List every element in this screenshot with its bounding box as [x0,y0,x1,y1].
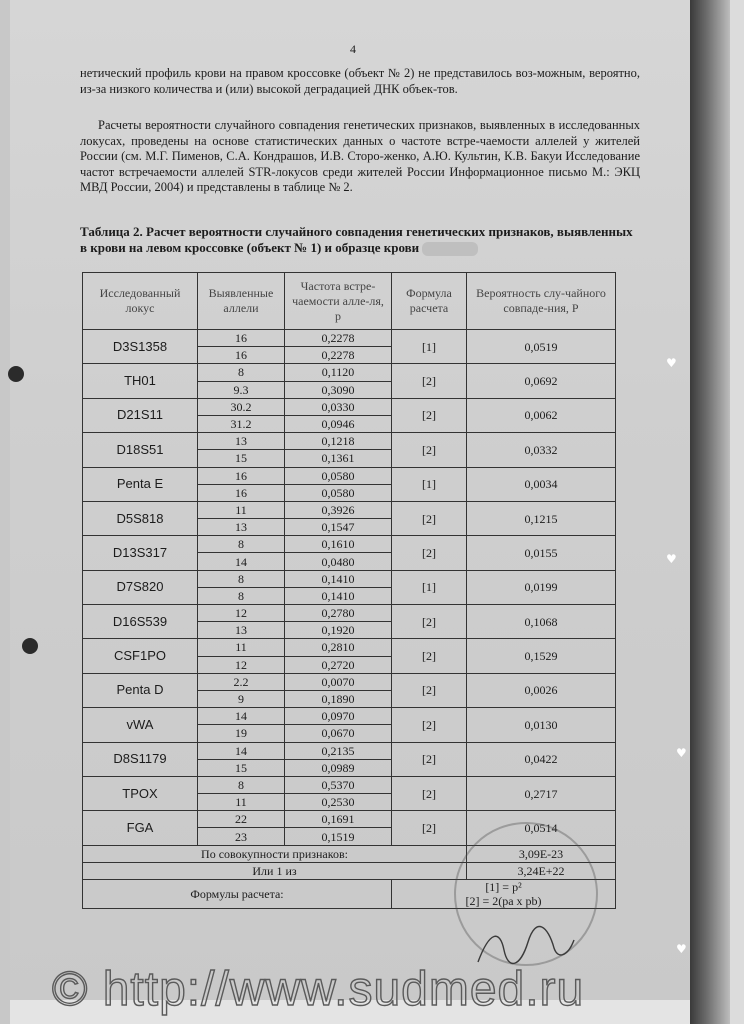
formula-cell: [2] [392,433,467,467]
table-row [83,639,616,656]
locus-cell: D21S11 [83,398,198,432]
locus-cell: TPOX [83,776,198,810]
allele-cell: 22 [198,811,285,828]
allele-cell: 12 [198,605,285,622]
table-row [83,708,616,725]
frequency-cell: 0,1890 [285,690,392,707]
allele-cell: 15 [198,450,285,467]
locus-cell: D3S1358 [83,330,198,364]
table-row [83,398,616,415]
summary-formulas-row [83,880,616,909]
scan-speck: ♥ [676,942,687,956]
allele-cell: 11 [198,639,285,656]
watermark: © http://www.sudmed.ru [52,963,585,1016]
locus-cell: D7S820 [83,570,198,604]
allele-cell: 23 [198,828,285,845]
header-formula: Формула расчета [392,273,467,330]
formula-cell: [2] [392,639,467,673]
locus-cell: Penta E [83,467,198,501]
formula-cell: [1] [392,570,467,604]
locus-cell: FGA [83,811,198,845]
frequency-cell: 0,0580 [285,467,392,484]
frequency-cell: 0,1410 [285,587,392,604]
frequency-cell: 0,1920 [285,622,392,639]
probability-cell: 0,1529 [467,639,616,673]
frequency-cell: 0,3926 [285,501,392,518]
summary-one-in-row [83,862,616,879]
scan-speck: ♥ [666,552,677,566]
allele-cell: 31.2 [198,415,285,432]
formula-cell: [2] [392,776,467,810]
allele-cell: 8 [198,587,285,604]
redaction-mark [422,242,478,256]
probability-cell: 0,0519 [467,330,616,364]
formula-cell: [2] [392,501,467,535]
frequency-cell: 0,2780 [285,605,392,622]
frequency-cell: 0,1361 [285,450,392,467]
allele-cell: 9.3 [198,381,285,398]
locus-cell: D8S1179 [83,742,198,776]
frequency-cell: 0,1610 [285,536,392,553]
allele-cell: 19 [198,725,285,742]
formula-cell: [2] [392,364,467,398]
allele-cell: 8 [198,536,285,553]
table-caption: Таблица 2. Расчет вероятности случайного совпадения генетических признаков, выявленных в крови на левом кроссовке (объект № 1) и образце крови [80,224,633,255]
table-row [83,605,616,622]
one-in-label: Или 1 из [83,862,467,879]
locus-cell: TH01 [83,364,198,398]
probability-cell: 0,0062 [467,398,616,432]
one-in-value: 3,24E+22 [467,862,616,879]
probability-cell: 0,0422 [467,742,616,776]
scan-left-margin [0,0,10,1024]
frequency-cell: 0,0670 [285,725,392,742]
probability-cell: 0,0026 [467,673,616,707]
frequency-cell: 0,1218 [285,433,392,450]
allele-cell: 2.2 [198,673,285,690]
punch-hole-bottom [22,638,38,654]
frequency-cell: 0,2135 [285,742,392,759]
locus-cell: D13S317 [83,536,198,570]
header-probability: Вероятность слу-чайного совпаде-ния, P [467,273,616,330]
table-row [83,776,616,793]
frequency-cell: 0,0946 [285,415,392,432]
allele-cell: 16 [198,484,285,501]
allele-cell: 8 [198,570,285,587]
table-row [83,811,616,828]
frequency-cell: 0,2720 [285,656,392,673]
probability-cell: 0,0514 [467,811,616,845]
locus-cell: vWA [83,708,198,742]
probability-cell: 0,0155 [467,536,616,570]
probability-cell: 0,1215 [467,501,616,535]
table-header-row [83,273,616,330]
summary-combined-row [83,845,616,862]
allele-cell: 14 [198,708,285,725]
locus-cell: Penta D [83,673,198,707]
formula-cell: [1] [392,467,467,501]
allele-cell: 11 [198,794,285,811]
allele-cell: 30.2 [198,398,285,415]
allele-cell: 13 [198,433,285,450]
scan-right-shadow [690,0,730,1024]
table-row [83,742,616,759]
frequency-cell: 0,1691 [285,811,392,828]
frequency-cell: 0,2530 [285,794,392,811]
formula-cell: [2] [392,708,467,742]
punch-hole-top [8,366,24,382]
frequency-cell: 0,1547 [285,519,392,536]
formula-cell: [2] [392,811,467,845]
combined-value: 3,09E-23 [467,845,616,862]
frequency-cell: 0,1410 [285,570,392,587]
frequency-cell: 0,0989 [285,759,392,776]
allele-cell: 13 [198,622,285,639]
formulas-cell [392,880,616,909]
frequency-cell: 0,5370 [285,776,392,793]
formula-cell: [2] [392,398,467,432]
allele-cell: 8 [198,364,285,381]
formula-cell: [2] [392,605,467,639]
probability-cell: 0,0034 [467,467,616,501]
locus-cell: CSF1PO [83,639,198,673]
formula-2: [2] = 2(pa x pb) [465,894,542,908]
header-frequency: Частота встре-чаемости алле-ля, p [285,273,392,330]
paragraph-methods: Расчеты вероятности случайного совпадения генетических признаков, выявленных в исследованных локусах, проведены на основе статистических данных о частоте встре-чаемости аллелей у жителей России (см. М.Г. Пименов, С.А. Кондрашов, И.В. Сторо-женко, А.Ю. Культин, К.В. Бакуи Исследование частот встречаемости аллелей STR-локусов среди жителей России Информационное письмо М.: ЭКЦ МВД России, 2004) и представлены в таблице № 2. [80,118,640,195]
allele-cell: 15 [198,759,285,776]
allele-cell: 16 [198,330,285,347]
table-row [83,433,616,450]
frequency-cell: 0,1519 [285,828,392,845]
formula-cell: [2] [392,536,467,570]
locus-cell: D16S539 [83,605,198,639]
formula-cell: [2] [392,673,467,707]
frequency-cell: 0,0970 [285,708,392,725]
allele-cell: 16 [198,347,285,364]
formula-cell: [2] [392,742,467,776]
probability-table [82,272,616,909]
probability-cell: 0,0130 [467,708,616,742]
probability-cell: 0,0692 [467,364,616,398]
frequency-cell: 0,2810 [285,639,392,656]
frequency-cell: 0,1120 [285,364,392,381]
formulas-label: Формулы расчета: [83,880,392,909]
allele-cell: 8 [198,776,285,793]
paragraph-intro: нетический профиль крови на правом кроссовке (объект № 2) не представилось воз-можным, вероятно, из-за низкого количества и (или) высокой деградацией ДНК объек-тов. [80,66,640,96]
frequency-cell: 0,2278 [285,347,392,364]
frequency-cell: 0,3090 [285,381,392,398]
frequency-cell: 0,0480 [285,553,392,570]
formula-cell: [1] [392,330,467,364]
combined-label: По совокупности признаков: [83,845,467,862]
table-row [83,467,616,484]
table-row [83,570,616,587]
allele-cell: 14 [198,742,285,759]
probability-cell: 0,2717 [467,776,616,810]
scan-right-edge [730,0,744,1024]
probability-cell: 0,1068 [467,605,616,639]
allele-cell: 9 [198,690,285,707]
formula-1: [1] = p² [485,880,522,894]
frequency-cell: 0,2278 [285,330,392,347]
page-number: 4 [350,42,356,56]
table-row [83,330,616,347]
scan-speck: ♥ [676,746,687,760]
probability-cell: 0,0199 [467,570,616,604]
probability-cell: 0,0332 [467,433,616,467]
allele-cell: 14 [198,553,285,570]
allele-cell: 12 [198,656,285,673]
locus-cell: D18S51 [83,433,198,467]
allele-cell: 11 [198,501,285,518]
frequency-cell: 0,0580 [285,484,392,501]
scan-speck: ♥ [666,356,677,370]
table-row [83,673,616,690]
table-row [83,501,616,518]
frequency-cell: 0,0330 [285,398,392,415]
table-row [83,364,616,381]
table-row [83,536,616,553]
locus-cell: D5S818 [83,501,198,535]
allele-cell: 16 [198,467,285,484]
allele-cell: 13 [198,519,285,536]
header-locus: Исследованный локус [83,273,198,330]
frequency-cell: 0,0070 [285,673,392,690]
header-alleles: Выявленные аллели [198,273,285,330]
